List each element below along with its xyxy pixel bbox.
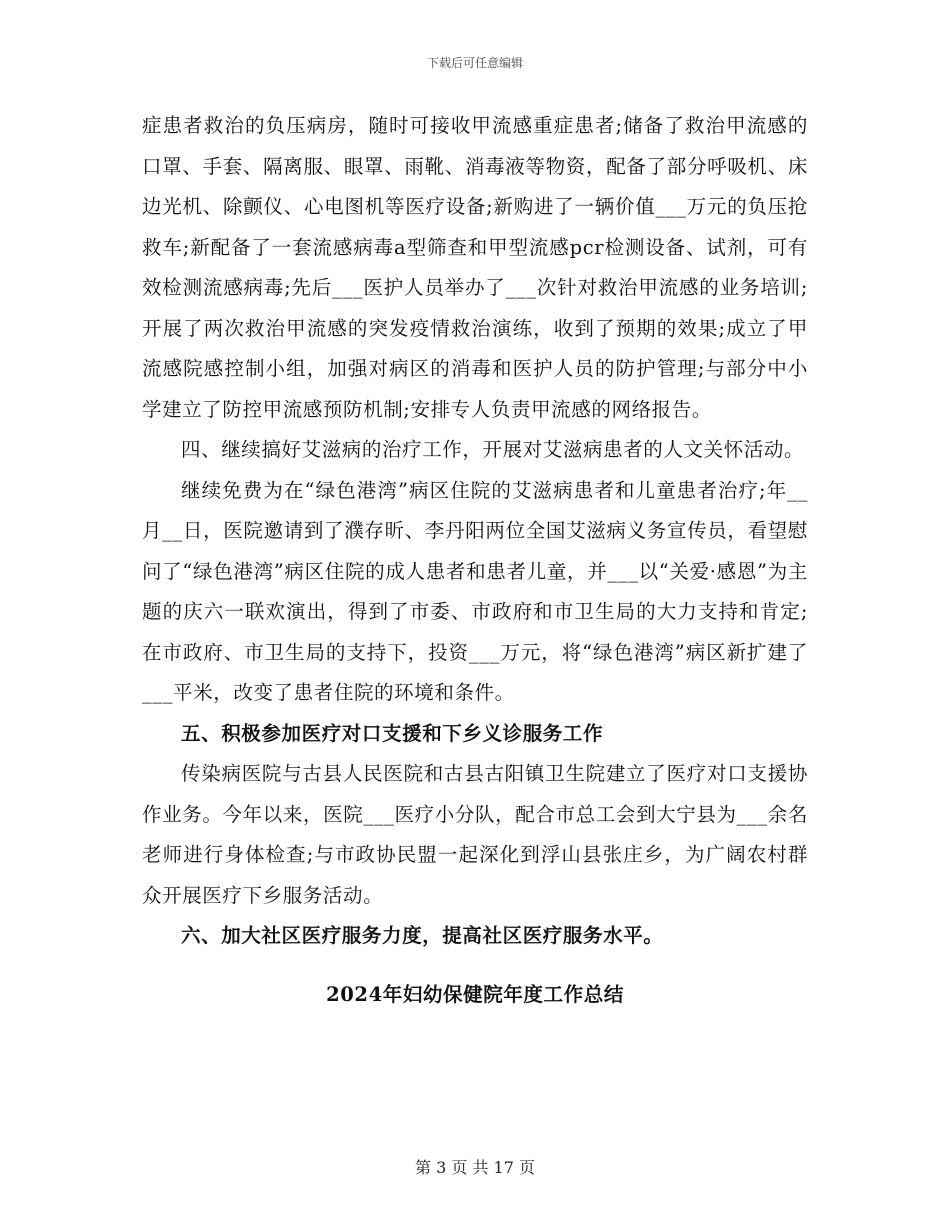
paragraph-negative-pressure-ward: 症患者救治的负压病房，随时可接收甲流感重症患者;储备了救治甲流感的口罩、手套、隔离服、眼罩、雨靴、消毒液等物资，配备了部分呼吸机、床边光机、除颤仪、心电图机等医疗设备;新购进了一辆价值___万元的负压抢救车;新配备了一套流感病毒a型筛查和甲型流感pcr检测设备、试剂，可有效检测流感病毒;先后___医护人员举办了___次针对救治甲流感的业务培训;开展了两次救治甲流感的突发疫情救治演练，收到了预期的效果;成立了甲流感院感控制小组，加强对病区的消毒和医护人员的防护管理;与部分中小学建立了防控甲流感预防机制;安排专人负责甲流感的网络报告。: [142, 114, 808, 421]
document-body: [142, 106, 808, 1015]
paragraph-aids-care: 继续免费为在“绿色港湾”病区住院的艾滋病患者和儿童患者治疗;年__月__日，医院邀请到了濮存昕、李丹阳两位全国艾滋病义务宣传员，看望慰问了“绿色港湾”病区住院的成人患者和患者儿童，并___以“关爱·感恩”为主题的庆六一联欢演出，得到了市委、市政府和市卫生局的大力支持和肯定;在市政府、市卫生局的支持下，投资___万元，将“绿色港湾”病区新扩建了___平米，改变了患者住院的环境和条件。: [142, 478, 808, 704]
page-footer: 第 3 页 共 17 页: [415, 1158, 535, 1177]
document-title: 2024年妇幼保健院年度工作总结: [326, 982, 624, 1006]
section-six-heading: 六、加大社区医疗服务力度，提高社区医疗服务水平。: [181, 924, 664, 947]
section-four-heading: 四、继续搞好艾滋病的治疗工作，开展对艾滋病患者的人文关怀活动。: [181, 438, 805, 461]
page-header: 下载后可任意编辑: [426, 56, 523, 70]
paragraph-medical-support: 传染病医院与古县人民医院和古县古阳镇卫生院建立了医疗对口支援协作业务。今年以来，医院___医疗小分队，配合市总工会到大宁县为___余名老师进行身体检查;与市政协民盟一起深化到浮山县张庄乡，为广阔农村群众开展医疗下乡服务活动。: [142, 762, 808, 907]
section-five-heading: 五、积极参加医疗对口支援和下乡义诊服务工作: [181, 721, 604, 745]
